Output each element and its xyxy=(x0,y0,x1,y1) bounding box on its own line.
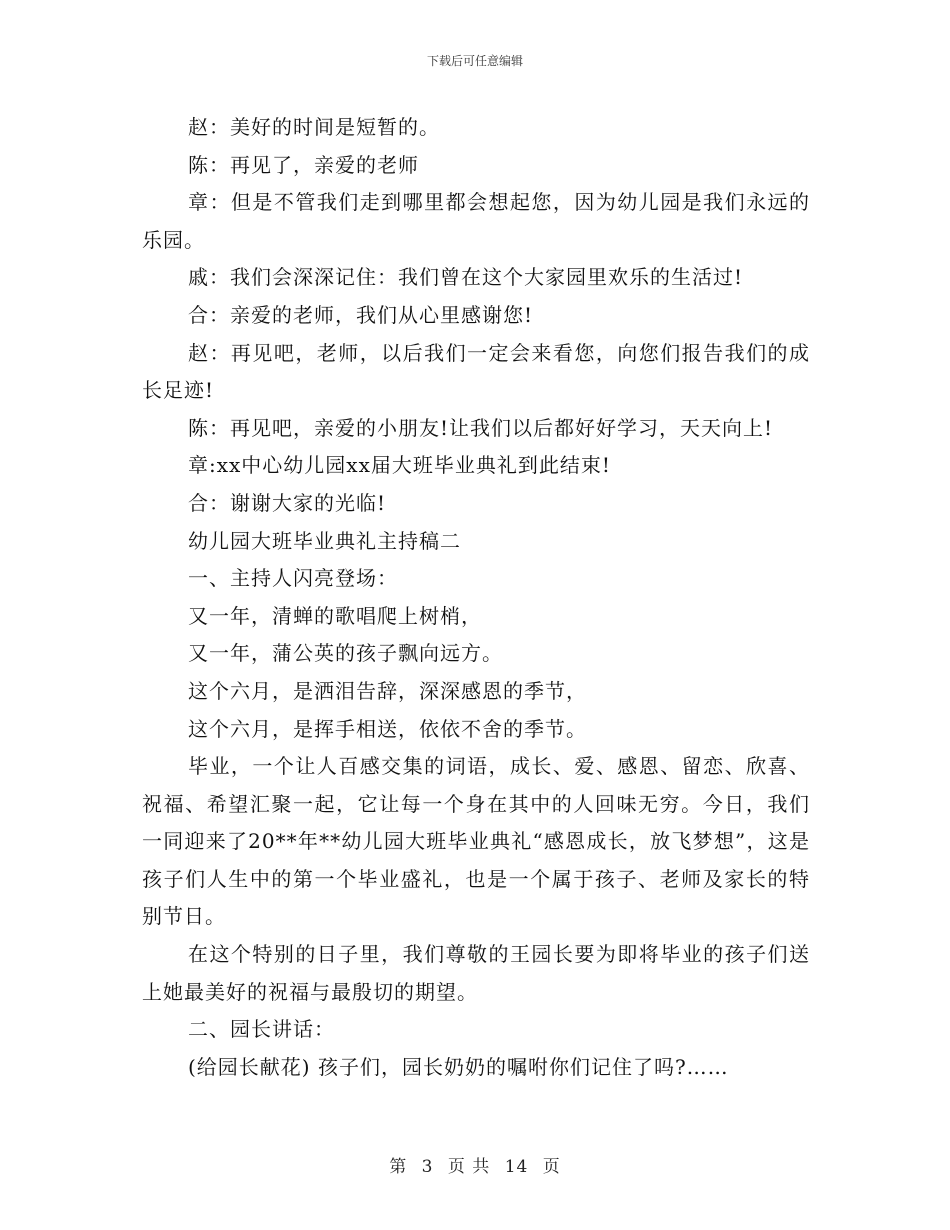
paragraph: 合：亲爱的老师，我们从心里感谢您! xyxy=(188,302,534,327)
paragraph: 毕业，一个让人百感交集的词语，成长、爱、感恩、留恋、欣喜、祝福、希望汇聚一起，它让每一个身在其中的人回味无穷。今日，我们一同迎来了20**年**幼儿园大班毕业典礼“感恩成长，放飞梦想”，这是孩子们人生中的第一个毕业盛礼，也是一个属于孩子、老师及家长的特别节日。 xyxy=(142,754,810,929)
section-heading: 二、园长讲话： xyxy=(188,1017,335,1042)
paragraph: 这个六月，是挥手相送，依依不舍的季节。 xyxy=(188,716,587,741)
paragraph: 陈：再见吧，亲爱的小朋友!让我们以后都好好学习，天天向上! xyxy=(188,415,774,440)
paragraph: 这个六月，是洒泪告辞，深深感恩的季节， xyxy=(188,678,587,703)
footer-middle: 页 共 xyxy=(447,1157,491,1177)
paragraph: 章:xx中心幼儿园xx届大班毕业典礼到此结束! xyxy=(188,453,611,478)
current-page-number: 3 xyxy=(421,1157,434,1177)
paragraph: 陈：再见了，亲爱的老师 xyxy=(188,152,419,177)
footer-prefix: 第 xyxy=(389,1157,408,1177)
paragraph: 又一年，清蝉的歌唱爬上树梢， xyxy=(188,603,482,628)
paragraph: (给园长献花) 孩子们，园长奶奶的嘱咐你们记住了吗?…… xyxy=(188,1054,729,1079)
paragraph: 又一年，蒲公英的孩子飘向远方。 xyxy=(188,641,503,666)
paragraph: 合：谢谢大家的光临! xyxy=(188,490,387,515)
paragraph: 赵：再见吧，老师，以后我们一定会来看您，向您们报告我们的成长足迹! xyxy=(142,340,810,403)
paragraph: 赵：美好的时间是短暂的。 xyxy=(188,115,440,139)
total-page-number: 14 xyxy=(504,1157,529,1177)
document-body xyxy=(142,109,810,1086)
footer-suffix: 页 xyxy=(542,1157,561,1177)
paragraph: 戚：我们会深深记住：我们曾在这个大家园里欢乐的生活过! xyxy=(188,265,744,290)
paragraph: 在这个特别的日子里，我们尊敬的王园长要为即将毕业的孩子们送上她最美好的祝福与最殷切的期望。 xyxy=(142,942,810,1004)
page-header: 下载后可任意编辑 xyxy=(426,54,523,68)
paragraph: 章：但是不管我们走到哪里都会想起您，因为幼儿园是我们永远的乐园。 xyxy=(142,190,810,252)
section-title: 幼儿园大班毕业典礼主持稿二 xyxy=(188,528,461,553)
page-footer xyxy=(0,1152,950,1177)
section-heading: 一、主持人闪亮登场： xyxy=(188,566,398,591)
